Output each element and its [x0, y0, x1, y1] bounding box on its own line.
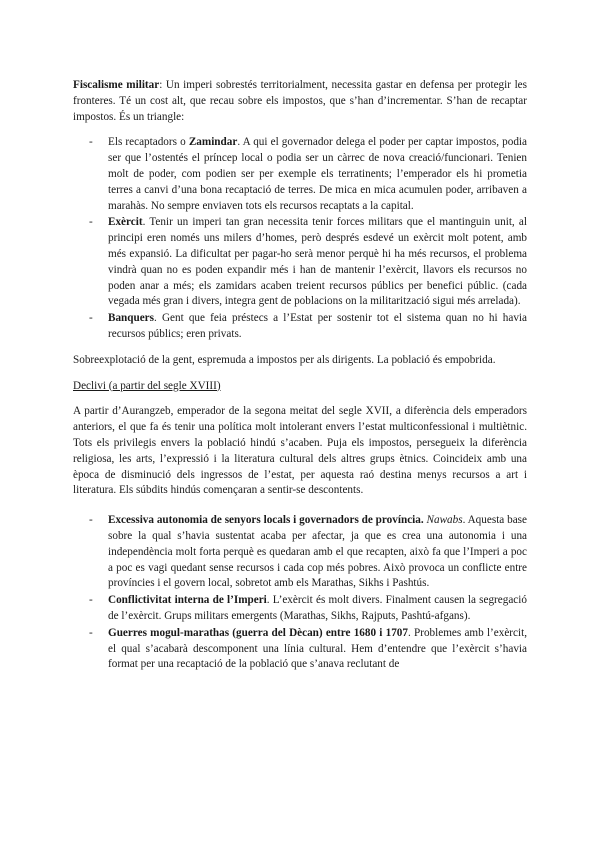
list-item: [73, 513, 527, 592]
list-item-italic: Nawabs: [423, 514, 463, 527]
list-item-text: . Gent que feia préstecs a l’Estat per sostenir tot el sistema quan no hi havia recursos públics; eren privats.: [108, 312, 527, 340]
decline-paragraph: A partir d’Aurangzeb, emperador de la segona meitat del segle XVII, a diferència dels emperadors anteriors, el que fa és tenir una política molt intolerant envers l’estat multiconfessional i multiètnic. Tots els privilegis envers la població hindú s’acaben. Puja els impostos, persegueix la diferència religiosa, les arts, l’expressió i la literatura cultural dels altres grups ètnics. Coincideix amb una època de disminució dels ingressos de l’estat, per aquesta raó destina menys recursos a art i literatura. Els súbdits hindús començaran a sentir-se descontents.: [73, 405, 527, 497]
list-item-text: . Tenir un imperi tan gran necessita tenir forces militars que el mantinguin unit, al principi eren només uns milers d’homes, però després esdevé un exèrcit molt potent, amb més expansió. La dificultat per pagar-ho serà menor perquè hi ha més recursos, el problema vindrà quan no es poden expandir més i han de mantenir l’exèrcit, llavors els recursos no poden anar a més; els zamidars acaben treient recursos públics per benefici públic. (cada vegada més gran i divers, integra gent de poblacions on la militarització sigui més arrelada).: [108, 216, 527, 308]
section-heading: Declivi (a partir del segle XVIII): [73, 379, 221, 392]
intro-paragraph: [73, 78, 527, 125]
intro-text: : Un imperi sobrestés territorialment, necessita gastar en defensa per protegir les fronteres. Té un cost alt, que recau sobre els impostos, que s’han d’incrementar. S’han de recaptar impostos. És un triangle:: [73, 79, 527, 123]
list-item-term: Exèrcit: [108, 216, 143, 229]
overexploitation-paragraph: Sobreexplotació de la gent, espremuda a impostos per als dirigents. La població és empobrida.: [73, 353, 496, 366]
list-item-prefix: Els recaptadors o: [108, 136, 189, 149]
list-item: [73, 593, 527, 625]
list-item-term: Conflictivitat interna de l’Imperi: [108, 594, 267, 607]
list-item-term: Zamindar: [188, 136, 238, 149]
list-item-term: Excessiva autonomia de senyors locals i governadors de província.: [108, 514, 424, 527]
decline-causes-list: [73, 513, 527, 673]
list-item-text: . Aquesta base sobre la qual s’havia sustentat acaba per afectar, ja que es crea una autonomia i una independència molt forta perquè es quedaran amb el que recapten, això fa que l’Imperi a poc a poc es vagi quedant sense recursos i cada cop més pobres. Això provoca un conflicte entre províncies i el govern local, sobretot amb els Marathas, Sikhs i Pashtús.: [108, 514, 527, 590]
fiscal-triangle-list: [73, 135, 527, 342]
document-page: [73, 78, 527, 674]
list-item: [73, 626, 527, 673]
list-item-term: Banquers: [108, 312, 155, 325]
list-item-text: . A qui el governador delega el poder per captar impostos, podia ser que l’ostentés el príncep local o podia ser un càrrec de nova creació/funcionari. Tenien molt de poder, com podien ser per exemple els terratinents; l’emperador els hi prometia terres a canvi d’una bona recaptació de terres. De mica en mica acumulen poder, arribaven a marahàs. No sempre enviaven tots els recursos recaptats a la capital.: [108, 136, 527, 212]
intro-title: Fiscalisme militar: [73, 79, 160, 91]
list-item-text: . L’exèrcit és molt divers. Finalment causen la segregació de l’exèrcit. Grups militars emergents (Marathas, Sikhs, Rajputs, Pashtú-afgans).: [108, 594, 527, 622]
list-item-text: . Problemes amb l’exèrcit, el qual s’acabarà descomponent una línia cultural. Hem d’entendre que l’exèrcit s’havia format per una recaptació de la població que s’anava reclutant de: [108, 626, 528, 671]
list-item: [73, 215, 527, 310]
list-item: [73, 311, 527, 343]
list-item-term: Guerres mogul-marathas (guerra del Dècan) entre 1680 i 1707: [108, 626, 408, 639]
list-item: [73, 135, 527, 214]
